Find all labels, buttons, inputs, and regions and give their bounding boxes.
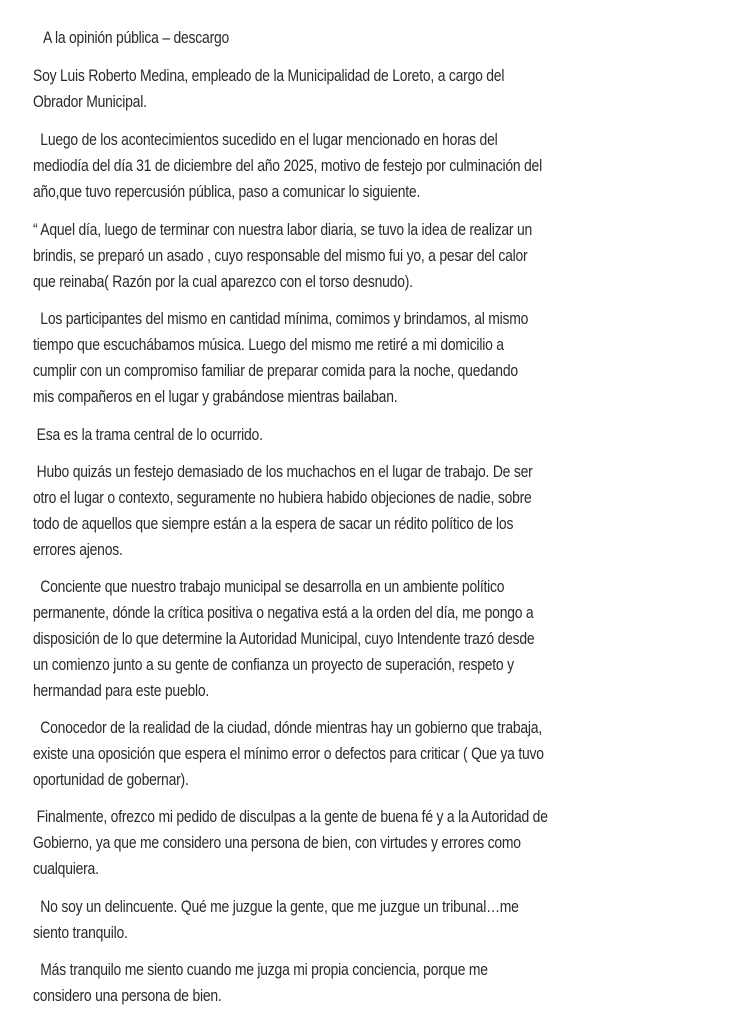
paragraph-line: brindis, se preparó un asado , cuyo responsable del mismo fui yo, a pesar del calor [33,247,528,265]
paragraph-line: Esa es la trama central de lo ocurrido. [33,426,263,444]
document-title: A la opinión pública – descargo [43,29,230,47]
paragraph-line: errores ajenos. [33,541,123,559]
paragraph-line: un comienzo junto a su gente de confianza un proyecto de superación, respeto y [33,656,514,674]
paragraph-line: todo de aquellos que siempre están a la espera de sacar un rédito político de los [33,515,514,533]
paragraph-line: otro el lugar o contexto, seguramente no hubiera habido objeciones de nadie, sobre [33,489,532,507]
paragraph-line: existe una oposición que espera el mínimo error o defectos para criticar ( Que ya tuvo [33,745,544,763]
paragraph-line: mis compañeros en el lugar y grabándose mientras bailaban. [33,388,398,406]
paragraph-line: Más tranquilo me siento cuando me juzga mi propia conciencia, porque me [33,961,488,979]
paragraph-line: permanente, dónde la crítica positiva o negativa está a la orden del día, me pongo a [33,604,534,622]
paragraph-line: tiempo que escuchábamos música. Luego del mismo me retiré a mi domicilio a [33,336,504,354]
paragraph-line: No soy un delincuente. Qué me juzgue la gente, que me juzgue un tribunal…me [33,898,519,916]
paragraph-line: Finalmente, ofrezco mi pedido de disculpas a la gente de buena fé y a la Autoridad de [33,808,548,826]
paragraph-line: “ Aquel día, luego de terminar con nuestra labor diaria, se tuvo la idea de realizar un [33,221,533,239]
paragraph-line: Los participantes del mismo en cantidad mínima, comimos y brindamos, al mismo [33,310,529,328]
paragraph-line: cualquiera. [33,860,99,878]
paragraph-line: año,que tuvo repercusión pública, paso a comunicar lo siguiente. [33,183,421,201]
paragraph-line: Luego de los acontecimientos sucedido en el lugar mencionado en horas del [33,131,498,149]
paragraph-line: que reinaba( Razón por la cual aparezco con el torso desnudo). [33,273,413,291]
paragraph-line: Soy Luis Roberto Medina, empleado de la Municipalidad de Loreto, a cargo del [33,67,505,85]
paragraph-line: Obrador Municipal. [33,93,147,111]
paragraph-line: hermandad para este pueblo. [33,682,210,700]
paragraph-line: cumplir con un compromiso familiar de preparar comida para la noche, quedando [33,362,518,380]
paragraph-line: disposición de lo que determine la Autoridad Municipal, cuyo Intendente trazó desde [33,630,535,648]
paragraph-line: Hubo quizás un festejo demasiado de los muchachos en el lugar de trabajo. De ser [33,463,533,481]
paragraph-line: considero una persona de bien. [33,987,222,1005]
paragraph-line: oportunidad de gobernar). [33,771,189,789]
paragraph-line: Conocedor de la realidad de la ciudad, dónde mientras hay un gobierno que trabaja, [33,719,542,737]
paragraph-line: Conciente que nuestro trabajo municipal se desarrolla en un ambiente político [33,578,505,596]
paragraph-line: mediodía del día 31 de diciembre del año 2025, motivo de festejo por culminación del [33,157,542,175]
paragraph-line: siento tranquilo. [33,924,128,942]
paragraph-line: Gobierno, ya que me considero una persona de bien, con virtudes y errores como [33,834,521,852]
